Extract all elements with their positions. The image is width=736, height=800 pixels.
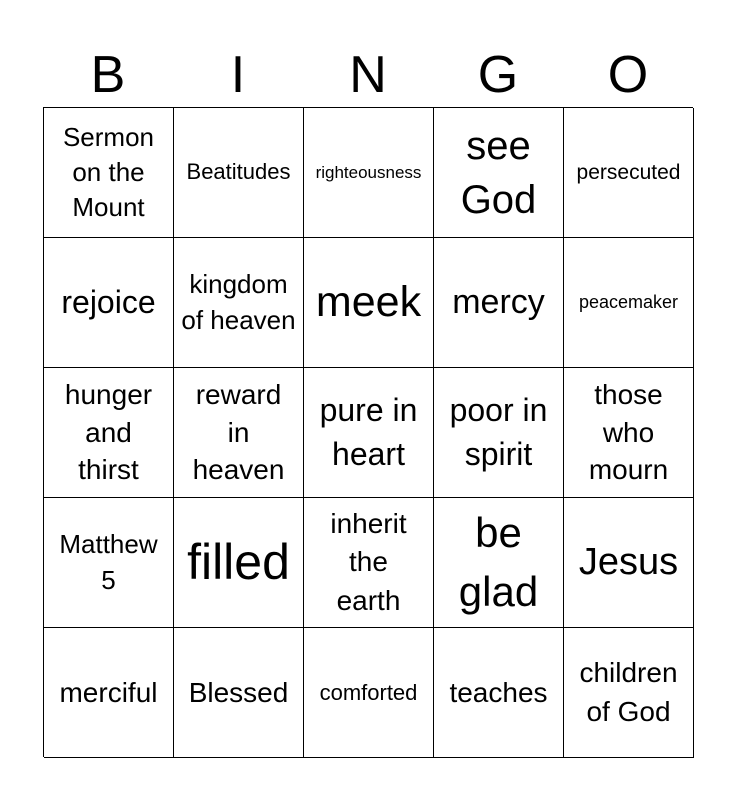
bingo-cell[interactable]: [304, 498, 434, 628]
cell-text: see God: [460, 123, 537, 222]
header-letter-n: N: [349, 46, 387, 104]
bingo-cell[interactable]: [174, 108, 304, 238]
cell-text: kingdom of heaven: [181, 269, 296, 335]
header-letter-i: I: [230, 46, 246, 104]
cell-text: Blessed: [188, 676, 289, 708]
bingo-cell[interactable]: [434, 628, 564, 758]
bingo-cell[interactable]: [564, 628, 694, 758]
bingo-cell[interactable]: [44, 628, 174, 758]
cell-text: Sermon on the Mount: [62, 121, 155, 223]
bingo-cell[interactable]: [304, 238, 434, 368]
bingo-cell[interactable]: [174, 368, 304, 498]
cell-text: filled: [187, 534, 290, 590]
header-letter-b: B: [90, 46, 126, 104]
bingo-cell[interactable]: [44, 498, 174, 628]
bingo-cell[interactable]: [304, 368, 434, 498]
cell-text: mercy: [452, 283, 545, 322]
bingo-cell[interactable]: [434, 238, 564, 368]
cell-text: reward in heaven: [192, 378, 285, 486]
bingo-cell[interactable]: [564, 108, 694, 238]
bingo-cell[interactable]: [434, 368, 564, 498]
cell-text: merciful: [59, 676, 158, 708]
cell-text: persecuted: [576, 160, 681, 184]
bingo-cell[interactable]: [564, 238, 694, 368]
cell-text: rejoice: [61, 283, 156, 320]
cell-text: pure in heart: [319, 392, 418, 472]
bingo-cell[interactable]: [564, 498, 694, 628]
cell-text: comforted: [319, 679, 418, 705]
header-letter-g: G: [477, 46, 519, 104]
bingo-cell[interactable]: [44, 368, 174, 498]
bingo-cell[interactable]: [434, 108, 564, 238]
cell-text: poor in spirit: [449, 392, 548, 472]
bingo-board: [43, 107, 693, 757]
bingo-cell[interactable]: [174, 498, 304, 628]
cell-text: Matthew 5: [59, 529, 158, 595]
bingo-cell[interactable]: [174, 238, 304, 368]
cell-text: hunger and thirst: [64, 378, 153, 486]
cell-text: meek: [315, 277, 422, 326]
bingo-cell[interactable]: [44, 108, 174, 238]
cell-text: teaches: [449, 676, 548, 708]
cell-text: peacemaker: [578, 292, 679, 313]
bingo-cell[interactable]: [174, 628, 304, 758]
bingo-cell[interactable]: [564, 368, 694, 498]
cell-text: children of God: [579, 656, 678, 727]
cell-text: Jesus: [578, 540, 679, 583]
bingo-cell[interactable]: [44, 238, 174, 368]
cell-text: those who mourn: [588, 378, 669, 486]
bingo-cell[interactable]: [434, 498, 564, 628]
header-letter-o: O: [607, 46, 649, 104]
cell-text: Beatitudes: [186, 159, 291, 185]
bingo-header: [43, 44, 693, 106]
bingo-cell[interactable]: [304, 628, 434, 758]
cell-text: be glad: [458, 508, 539, 615]
cell-text: inherit the earth: [330, 507, 407, 616]
bingo-cell[interactable]: [304, 108, 434, 238]
cell-text: righteousness: [315, 162, 422, 182]
